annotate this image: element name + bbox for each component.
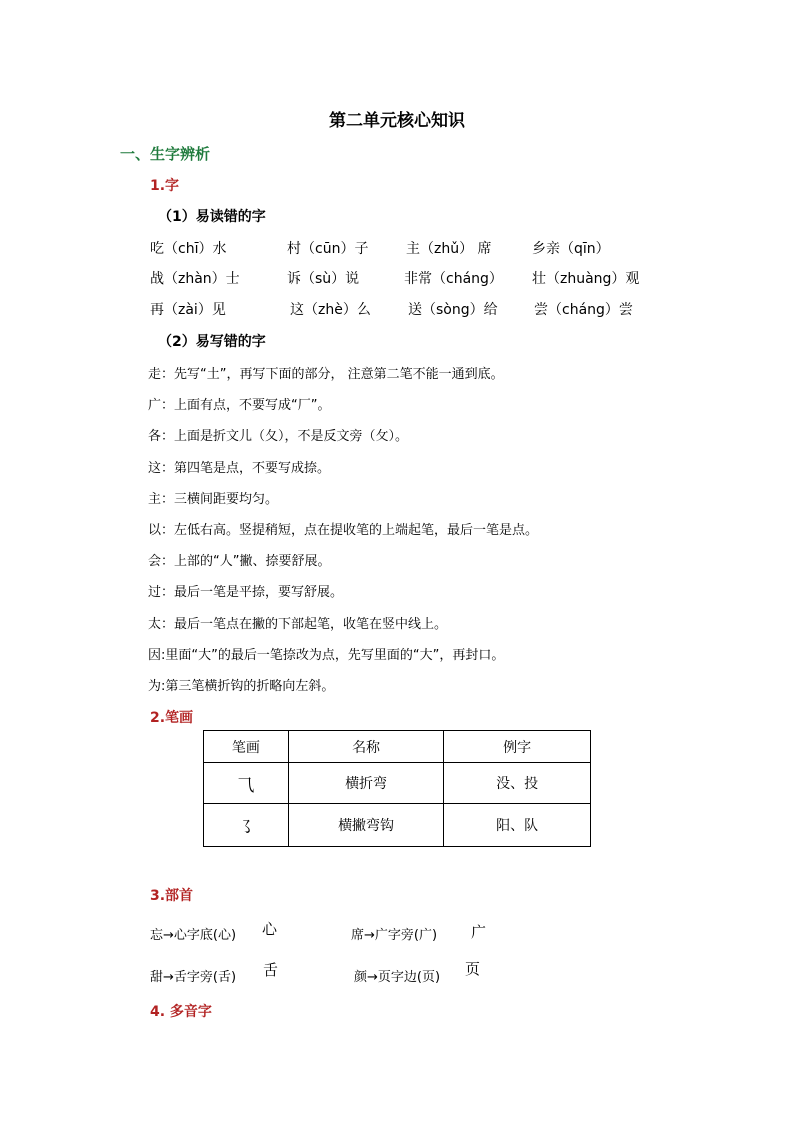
pinyin-word: 吃（chī）水 [150, 241, 227, 257]
writing-tip: 太：最后一笔点在撇的下部起笔，收笔在竖中线上。 [148, 617, 448, 632]
pinyin-word: 战（zhàn）士 [150, 271, 240, 287]
pinyin-word: 送（sòng）给 [408, 302, 498, 318]
table-row [204, 763, 591, 804]
writing-tip: 为:第三笔横折钩的折略向左斜。 [148, 679, 335, 694]
radical-item: 颜→页字边(页) [354, 970, 441, 985]
radical-sample: 页 [465, 960, 481, 978]
stroke-glyph: ⺄ [204, 763, 289, 804]
section-heading-character-analysis: 一、生字辨析 [120, 145, 211, 163]
part-heading-radicals: 3.部首 [150, 888, 194, 904]
pinyin-word: 乡亲（qīn） [532, 241, 610, 257]
writing-tip: 过：最后一笔是平捺，要写舒展。 [148, 585, 344, 600]
pinyin-word: 主（zhǔ） 席 [406, 241, 492, 257]
column-header: 笔画 [204, 731, 289, 763]
radical-sample: 舌 [263, 961, 279, 979]
writing-tip: 广：上面有点，不要写成“厂”。 [148, 398, 331, 413]
part-heading-polyphonic: 4. 多音字 [150, 1004, 212, 1020]
table-row [204, 804, 591, 847]
writing-tip: 各：上面是折文儿（夂），不是反文旁（攵）。 [148, 429, 409, 444]
stroke-name: 横折弯 [288, 763, 444, 804]
strokes-table [203, 730, 591, 847]
column-header: 名称 [288, 731, 444, 763]
writing-tip: 这：第四笔是点，不要写成捺。 [148, 461, 331, 476]
pinyin-word: 尝（cháng）尝 [534, 302, 633, 318]
writing-tip: 会：上部的“人”撇、捺要舒展。 [148, 554, 331, 569]
pinyin-word: 非常（cháng） [404, 271, 503, 287]
part-heading-strokes: 2.笔画 [150, 710, 194, 726]
radical-item: 甜→舌字旁(舌) [150, 970, 237, 985]
example-characters: 没、投 [444, 763, 591, 804]
pinyin-word: 这（zhè）么 [290, 302, 371, 318]
radical-item: 席→广字旁(广) [351, 928, 438, 943]
writing-tip: 因:里面“大”的最后一笔捺改为点，先写里面的“大”，再封口。 [148, 648, 505, 663]
subheading-misread-characters: （1）易读错的字 [158, 209, 266, 225]
stroke-glyph: ㇌ [204, 804, 289, 847]
part-heading-characters: 1.字 [150, 178, 180, 194]
stroke-name: 横撇弯钩 [288, 804, 444, 847]
radical-sample: 心 [262, 920, 278, 938]
pinyin-word: 再（zài）见 [150, 302, 226, 318]
pinyin-word: 村（cūn）子 [287, 241, 369, 257]
writing-tip: 以：左低右高。竖提稍短，点在提收笔的上端起笔，最后一笔是点。 [148, 523, 539, 538]
pinyin-word: 壮（zhuàng）观 [532, 271, 640, 287]
example-characters: 阳、队 [444, 804, 591, 847]
subheading-miswritten-characters: （2）易写错的字 [158, 334, 266, 350]
page-title: 第二单元核心知识 [329, 111, 465, 131]
radical-sample: 广 [471, 923, 487, 941]
radical-item: 忘→心字底(心) [150, 928, 237, 943]
pinyin-word: 诉（sù）说 [287, 271, 360, 287]
column-header: 例字 [444, 731, 591, 763]
table-header-row [204, 731, 591, 763]
writing-tip: 走：先写“土”，再写下面的部分， 注意第二笔不能一通到底。 [148, 367, 504, 382]
writing-tip: 主：三横间距要均匀。 [148, 492, 279, 507]
